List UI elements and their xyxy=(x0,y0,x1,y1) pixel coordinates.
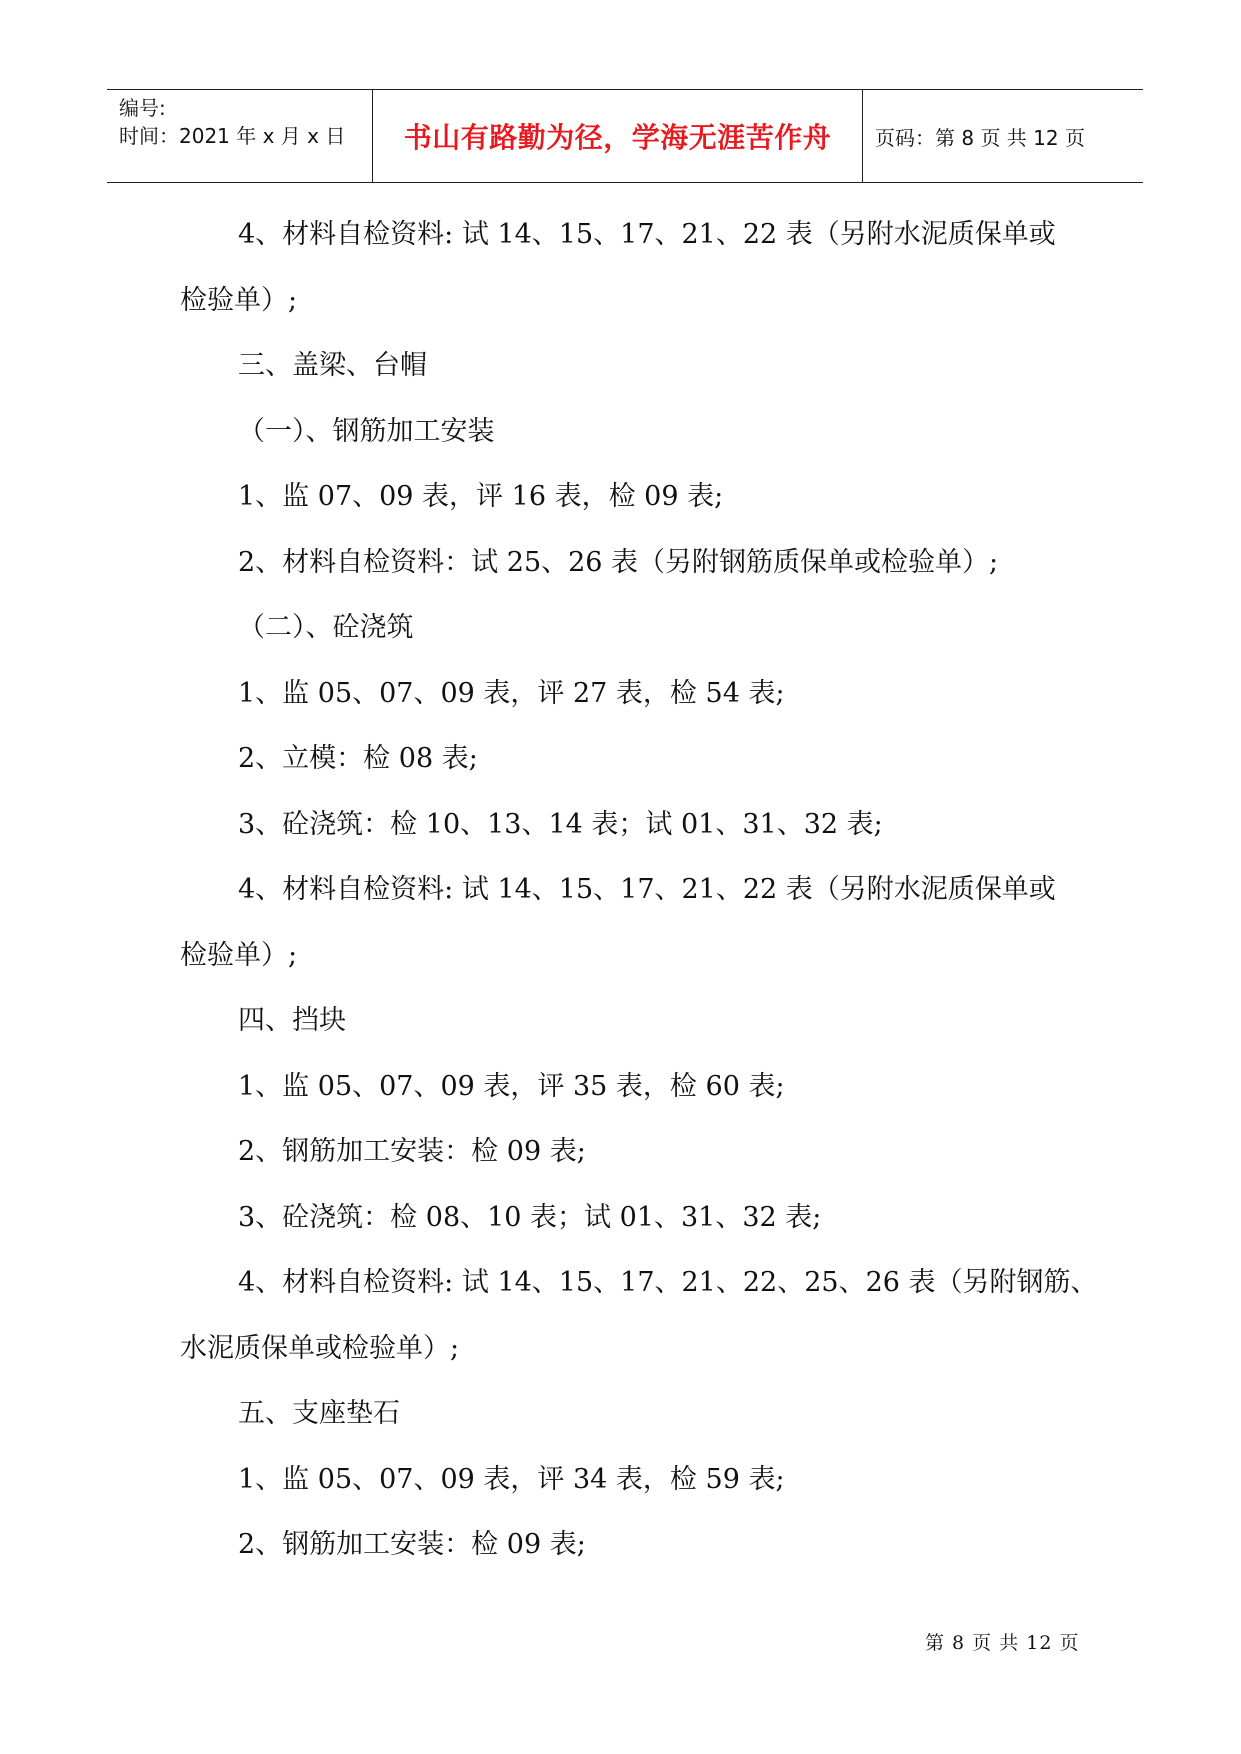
text-line: 4、材料自检资料: 试 14、15、17、21、22、25、26 表（另附钢筋、 xyxy=(238,1267,1098,1298)
text-line: 四、挡块 xyxy=(238,1005,346,1036)
text-line: 2、钢筋加工安装：检 09 表; xyxy=(238,1529,586,1560)
text-line: 3、砼浇筑：检 08、10 表；试 01、31、32 表; xyxy=(238,1201,822,1233)
text-line: （二）、砼浇筑 xyxy=(238,612,414,643)
header-meta-cell xyxy=(107,90,373,182)
text-line: 检验单）; xyxy=(180,939,298,971)
text-line: 3、砼浇筑：检 10、13、14 表；试 01、31、32 表; xyxy=(238,808,883,840)
text-line: 2、立模：检 08 表; xyxy=(238,743,478,774)
text-line: 2、钢筋加工安装：检 09 表; xyxy=(238,1136,586,1167)
text-line: 4、材料自检资料: 试 14、15、17、21、22 表（另附水泥质保单或 xyxy=(238,219,1056,250)
text-line: 五、支座垫石 xyxy=(238,1398,400,1429)
document-time-label: 时间：2021 年 x 月 x 日 xyxy=(119,124,346,148)
header-slogan-cell xyxy=(373,90,863,182)
page-header xyxy=(107,89,1143,183)
text-line: （一）、钢筋加工安装 xyxy=(238,415,495,447)
header-slogan: 书山有路勤为径，学海无涯苦作舟 xyxy=(403,121,832,154)
page-footer: 第 8 页 共 12 页 xyxy=(925,1632,1080,1654)
text-line: 4、材料自检资料: 试 14、15、17、21、22 表（另附水泥质保单或 xyxy=(238,874,1056,905)
text-line: 1、监 05、07、09 表，评 34 表，检 59 表; xyxy=(238,1463,785,1495)
text-line: 水泥质保单或检验单）; xyxy=(180,1332,460,1364)
document-body xyxy=(180,219,1098,1596)
text-line: 检验单）; xyxy=(180,284,298,316)
text-line: 1、监 07、09 表，评 16 表，检 09 表; xyxy=(238,481,724,512)
text-line: 2、材料自检资料：试 25、26 表（另附钢筋质保单或检验单）; xyxy=(238,546,999,578)
document-number-label: 编号: xyxy=(119,96,166,120)
header-page-label: 页码：第 8 页 共 12 页 xyxy=(875,125,1085,150)
text-line: 1、监 05、07、09 表，评 27 表，检 54 表; xyxy=(238,677,785,709)
text-line: 1、监 05、07、09 表，评 35 表，检 60 表; xyxy=(238,1070,785,1102)
header-page-cell xyxy=(863,90,1143,182)
text-line: 三、盖梁、台帽 xyxy=(238,350,427,381)
